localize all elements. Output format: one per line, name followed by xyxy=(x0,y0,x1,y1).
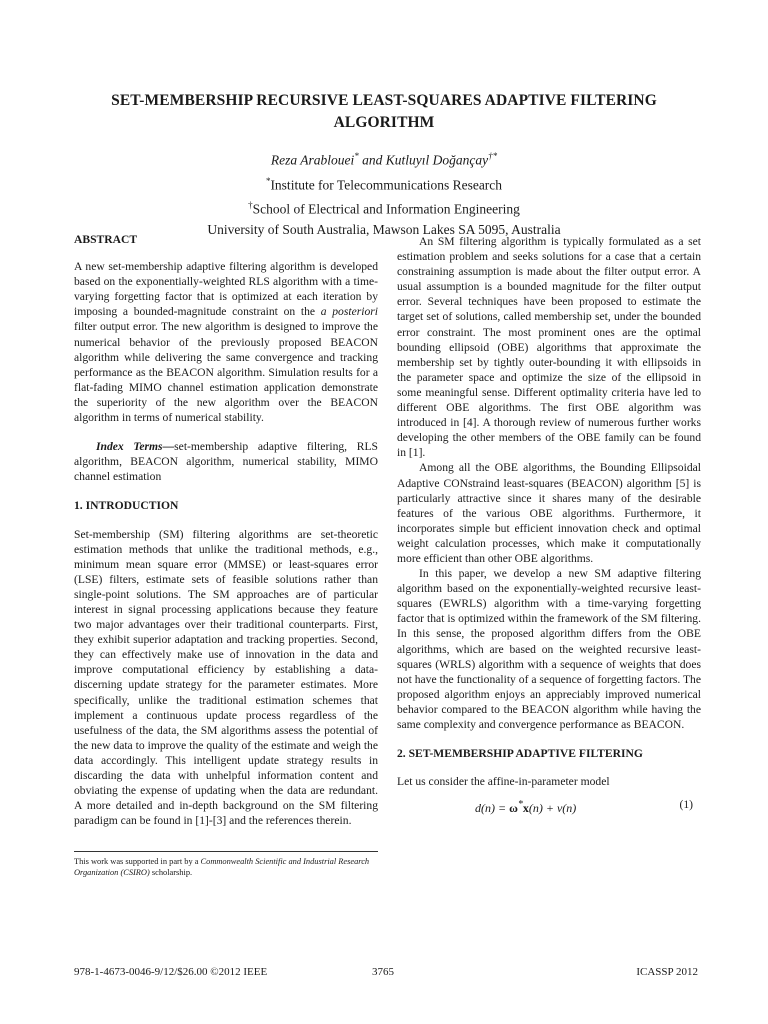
section-2-heading: 2. SET-MEMBERSHIP ADAPTIVE FILTERING xyxy=(397,747,643,761)
abstract-text xyxy=(74,259,378,425)
footnote-text-b: scholarship. xyxy=(149,868,193,877)
index-terms xyxy=(74,439,378,484)
intro-paragraph-3: Among all the OBE algorithms, the Bounding Ellipsoidal Adaptive CONstraind least-squares (BEACON) algorithm [5] is particularly attractive since it shares many of the desirable features of the various OBE algorithms. Furthermore, it incorporates simple but efficient innovation check and optimal weight calculation processes, which make it computationally more efficient than other OBE algorithms. xyxy=(397,461,701,565)
index-terms-text: set-membership adaptive filtering, RLS algorithm, BEACON algorithm, numerical stability, MIMO channel estimation xyxy=(74,440,378,484)
equation-1-number: (1) xyxy=(679,798,693,812)
author-conj: and xyxy=(358,152,386,168)
author-2-mark: †* xyxy=(488,151,498,161)
affiliation-1-text: Institute for Telecommunications Research xyxy=(270,177,503,192)
affiliation-3: University of South Australia, Mawson Lakes SA 5095, Australia xyxy=(207,221,561,237)
equation-1-body xyxy=(475,797,576,816)
author-2: Kutluyıl Doğançay xyxy=(385,152,489,168)
intro-heading: 1. INTRODUCTION xyxy=(74,499,179,513)
author-1-mark: * xyxy=(354,151,359,161)
author-1: Reza Arablouei xyxy=(270,152,355,168)
intro-paragraph-1: Set-membership (SM) filtering algorithms are set-theoretic estimation methods that unlike the traditional methods, e.g., minimum mean square error (MMSE) or least-squares error (LSE) filters, estimate sets of feasible solutions rather than single-point solutions. The SM approaches are of particular interest in signal processing applications because they feature two major advantages over their traditional counterparts. First, they exhibit superior adaptation and tracking properties. Second, they can effectively make use of innovation in the data and improve computational efficiency by establishing a data-discerning update strategy for the parameter estimates. More specifically, unlike the traditional estimation schemes that implement a continuous update process regardless of the usefulness of the data, the SM algorithms assess the potential of the new data to improve the quality of the estimate and weigh the data accordingly. This intelligent update strategy results in discarding the data with unhelpful information content and obviating the expense of updating when the data are redundant. A more detailed and in-depth background on the SM filtering paradigm can be found in [1]-[3] and the references therein. xyxy=(74,527,378,828)
equation-1-x: x xyxy=(522,801,529,816)
intro-paragraph-4: In this paper, we develop a new SM adaptive filtering algorithm based on the exponentially-weighted recursive least-squares (EWRLS) algorithm with a time-varying forgetting factor that is optimized within the framework of the SM filtering. In this sense, the proposed algorithm differs from the OBE algorithms, which are based on the weighted recursive least-squares (WRLS) algorithm with a sequence of weights that does not have the functionality of a sequence of forgetting factors. The proposed algorithm enjoys an appreciably improved numerical behavior compared to the BEACON algorithm while having the same complexity and convergence performance as BEACON. xyxy=(397,567,701,731)
affiliation-1 xyxy=(60,171,708,196)
abstract-heading: ABSTRACT xyxy=(74,233,138,246)
paper-title xyxy=(60,90,708,134)
index-terms-label: Index Terms xyxy=(96,440,163,454)
footnote xyxy=(74,856,378,878)
abstract-text-italic: a posteriori xyxy=(320,305,378,319)
equation-1 xyxy=(397,797,701,819)
footnote-divider xyxy=(74,851,378,852)
title-line-1: SET-MEMBERSHIP RECURSIVE LEAST-SQUARES ADAPTIVE FILTERING xyxy=(111,92,657,109)
affiliation-2-text: School of Electrical and Information Engineering xyxy=(252,201,520,217)
footer-conference: ICASSP 2012 xyxy=(636,966,698,978)
footnote-text-italic: Commonwealth Scientific and Industrial Research Organization (CSIRO) xyxy=(74,857,370,877)
abstract-text-a: A new set-membership adaptive filtering algorithm is developed based on the exponentially-weighted RLS algorithm with a time-varying forgetting factor that is optimized at each iteration by imposing a bounded-magnitude constraint on the xyxy=(74,260,378,319)
affiliation-2-mark: † xyxy=(248,200,253,210)
title-line-2: ALGORITHM xyxy=(333,114,435,131)
footnote-text-a: This work was supported in part by a xyxy=(74,857,201,866)
footer-page-number: 3765 xyxy=(372,966,394,978)
right-column xyxy=(397,234,701,819)
equation-1-omega: ω xyxy=(509,801,518,816)
author-block xyxy=(60,146,708,240)
left-column xyxy=(74,232,378,828)
intro-paragraph-2: An SM filtering algorithm is typically formulated as a set estimation problem and seeks solutions for a case that a certain constraining assumption is made about the filter output error. A usual assumption is a bounded magnitude for the filter output error. Several techniques have been proposed to estimate the target set of solutions, called membership set, under the bounded error constraint. The most prominent ones are the optimal bounding ellipsoid (OBE) algorithms that approximate the membership set by tightly outer-bounding it with ellipsoids in the parameter space and optimize the size of the ellipsoid in some meaningful sense. Different optimality criteria have led to different OBE algorithms. The first OBE algorithm was introduced in [4]. A thorough review of numerous further works developing the other members of the OBE family can be found in [1]. xyxy=(397,235,701,460)
equation-1-lhs: d(n) = xyxy=(475,801,510,816)
affiliation-1-mark: * xyxy=(265,175,271,186)
index-terms-dash: — xyxy=(162,440,175,454)
abstract-text-b: filter output error. The new algorithm is designed to improve the numerical behavior of the previously proposed BEACON algorithm while delivering the same convergence and tracking performance as the BEACON algorithm. Simulation results for a flat-fading MIMO channel estimation application demonstrate the superiority of the new algorithm over the BEACON algorithm in terms of numerical stability. xyxy=(74,320,378,425)
footer-isbn: 978-1-4673-0046-9/12/$26.00 ©2012 IEEE xyxy=(74,966,268,978)
equation-1-rhs: (n) + v(n) xyxy=(528,801,577,816)
equation-1-star: * xyxy=(517,799,523,811)
section-2-paragraph-1: Let us consider the affine-in-parameter model xyxy=(397,775,610,789)
affiliation-2 xyxy=(60,195,708,220)
author-names xyxy=(60,146,708,171)
